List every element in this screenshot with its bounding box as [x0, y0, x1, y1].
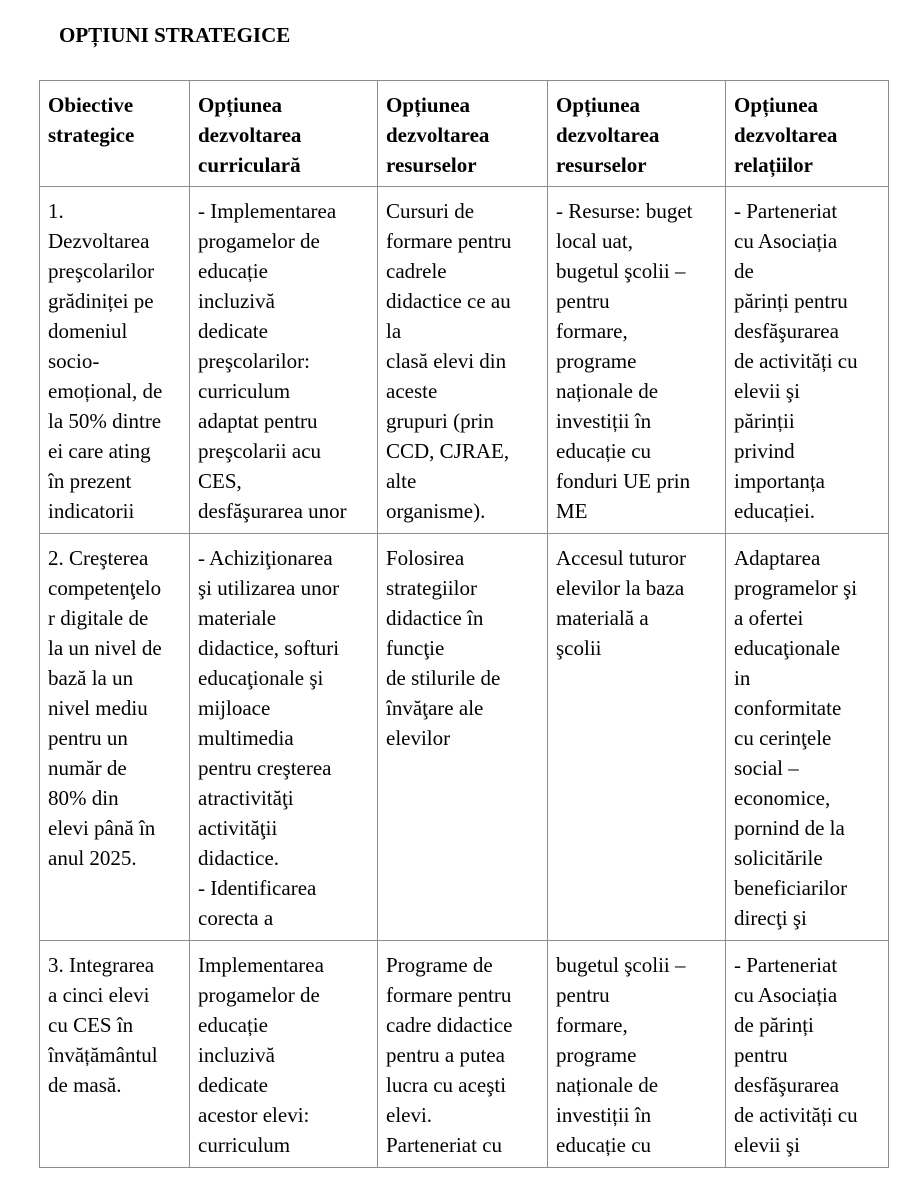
- table-cell: Programe de formare pentru cadre didactice pentru a putea lucra cu aceşti elevi. Parteneriat cu: [378, 941, 548, 1168]
- table-cell: - Implementarea progamelor de educație incluzivă dedicate preşcolarilor: curriculum adaptat pentru preşcolarii acu CES, desfăşurarea unor: [190, 187, 378, 534]
- table-header-row: [40, 81, 889, 187]
- header-curricular-option: Opțiunea dezvoltarea curriculară: [190, 81, 378, 187]
- table-row: [40, 534, 889, 941]
- table-cell: Accesul tuturor elevilor la baza materială a şcolii: [548, 534, 726, 941]
- table-cell: Folosirea strategiilor didactice în funcţie de stilurile de învăţare ale elevilor: [378, 534, 548, 941]
- table-cell: 1. Dezvoltarea preşcolarilor grădiniței pe domeniul socio- emoțional, de la 50% dintre ei care ating în prezent indicatorii: [40, 187, 190, 534]
- table-cell: - Resurse: buget local uat, bugetul şcolii – pentru formare, programe naționale de investiții în educație cu fonduri UE prin ME: [548, 187, 726, 534]
- table-cell: - Achiziţionarea şi utilizarea unor materiale didactice, softuri educaţionale şi mijloace multimedia pentru creşterea atractivităţi activităţii didactice. - Identificarea corecta a: [190, 534, 378, 941]
- table-cell: Adaptarea programelor şi a ofertei educaţionale in conformitate cu cerinţele social – economice, pornind de la solicitările beneficiarilor direcţi şi: [726, 534, 889, 941]
- table-cell: Implementarea progamelor de educație incluzivă dedicate acestor elevi: curriculum: [190, 941, 378, 1168]
- header-relations-option: Opțiunea dezvoltarea relațiilor: [726, 81, 889, 187]
- table-row: [40, 941, 889, 1168]
- table-cell: bugetul şcolii – pentru formare, programe naționale de investiții în educație cu: [548, 941, 726, 1168]
- header-resources-option-1: Opțiunea dezvoltarea resurselor: [378, 81, 548, 187]
- table-cell: Cursuri de formare pentru cadrele didactice ce au la clasă elevi din aceste grupuri (prin CCD, CJRAE, alte organisme).: [378, 187, 548, 534]
- header-strategic-objectives: Obiective strategice: [40, 81, 190, 187]
- page-title: OPȚIUNI STRATEGICE: [59, 23, 291, 47]
- table-cell: 3. Integrarea a cinci elevi cu CES în învățământul de masă.: [40, 941, 190, 1168]
- table-row: [40, 187, 889, 534]
- table-cell: - Parteneriat cu Asociația de părinți pentru desfăşurarea de activități cu elevii şi: [726, 941, 889, 1168]
- header-resources-option-2: Opțiunea dezvoltarea resurselor: [548, 81, 726, 187]
- strategic-options-table: [39, 80, 889, 1168]
- table-cell: 2. Creşterea competenţelo r digitale de la un nivel de bază la un nivel mediu pentru un număr de 80% din elevi până în anul 2025.: [40, 534, 190, 941]
- table-cell: - Parteneriat cu Asociația de părinți pentru desfăşurarea de activități cu elevii şi părinții privind importanța educației.: [726, 187, 889, 534]
